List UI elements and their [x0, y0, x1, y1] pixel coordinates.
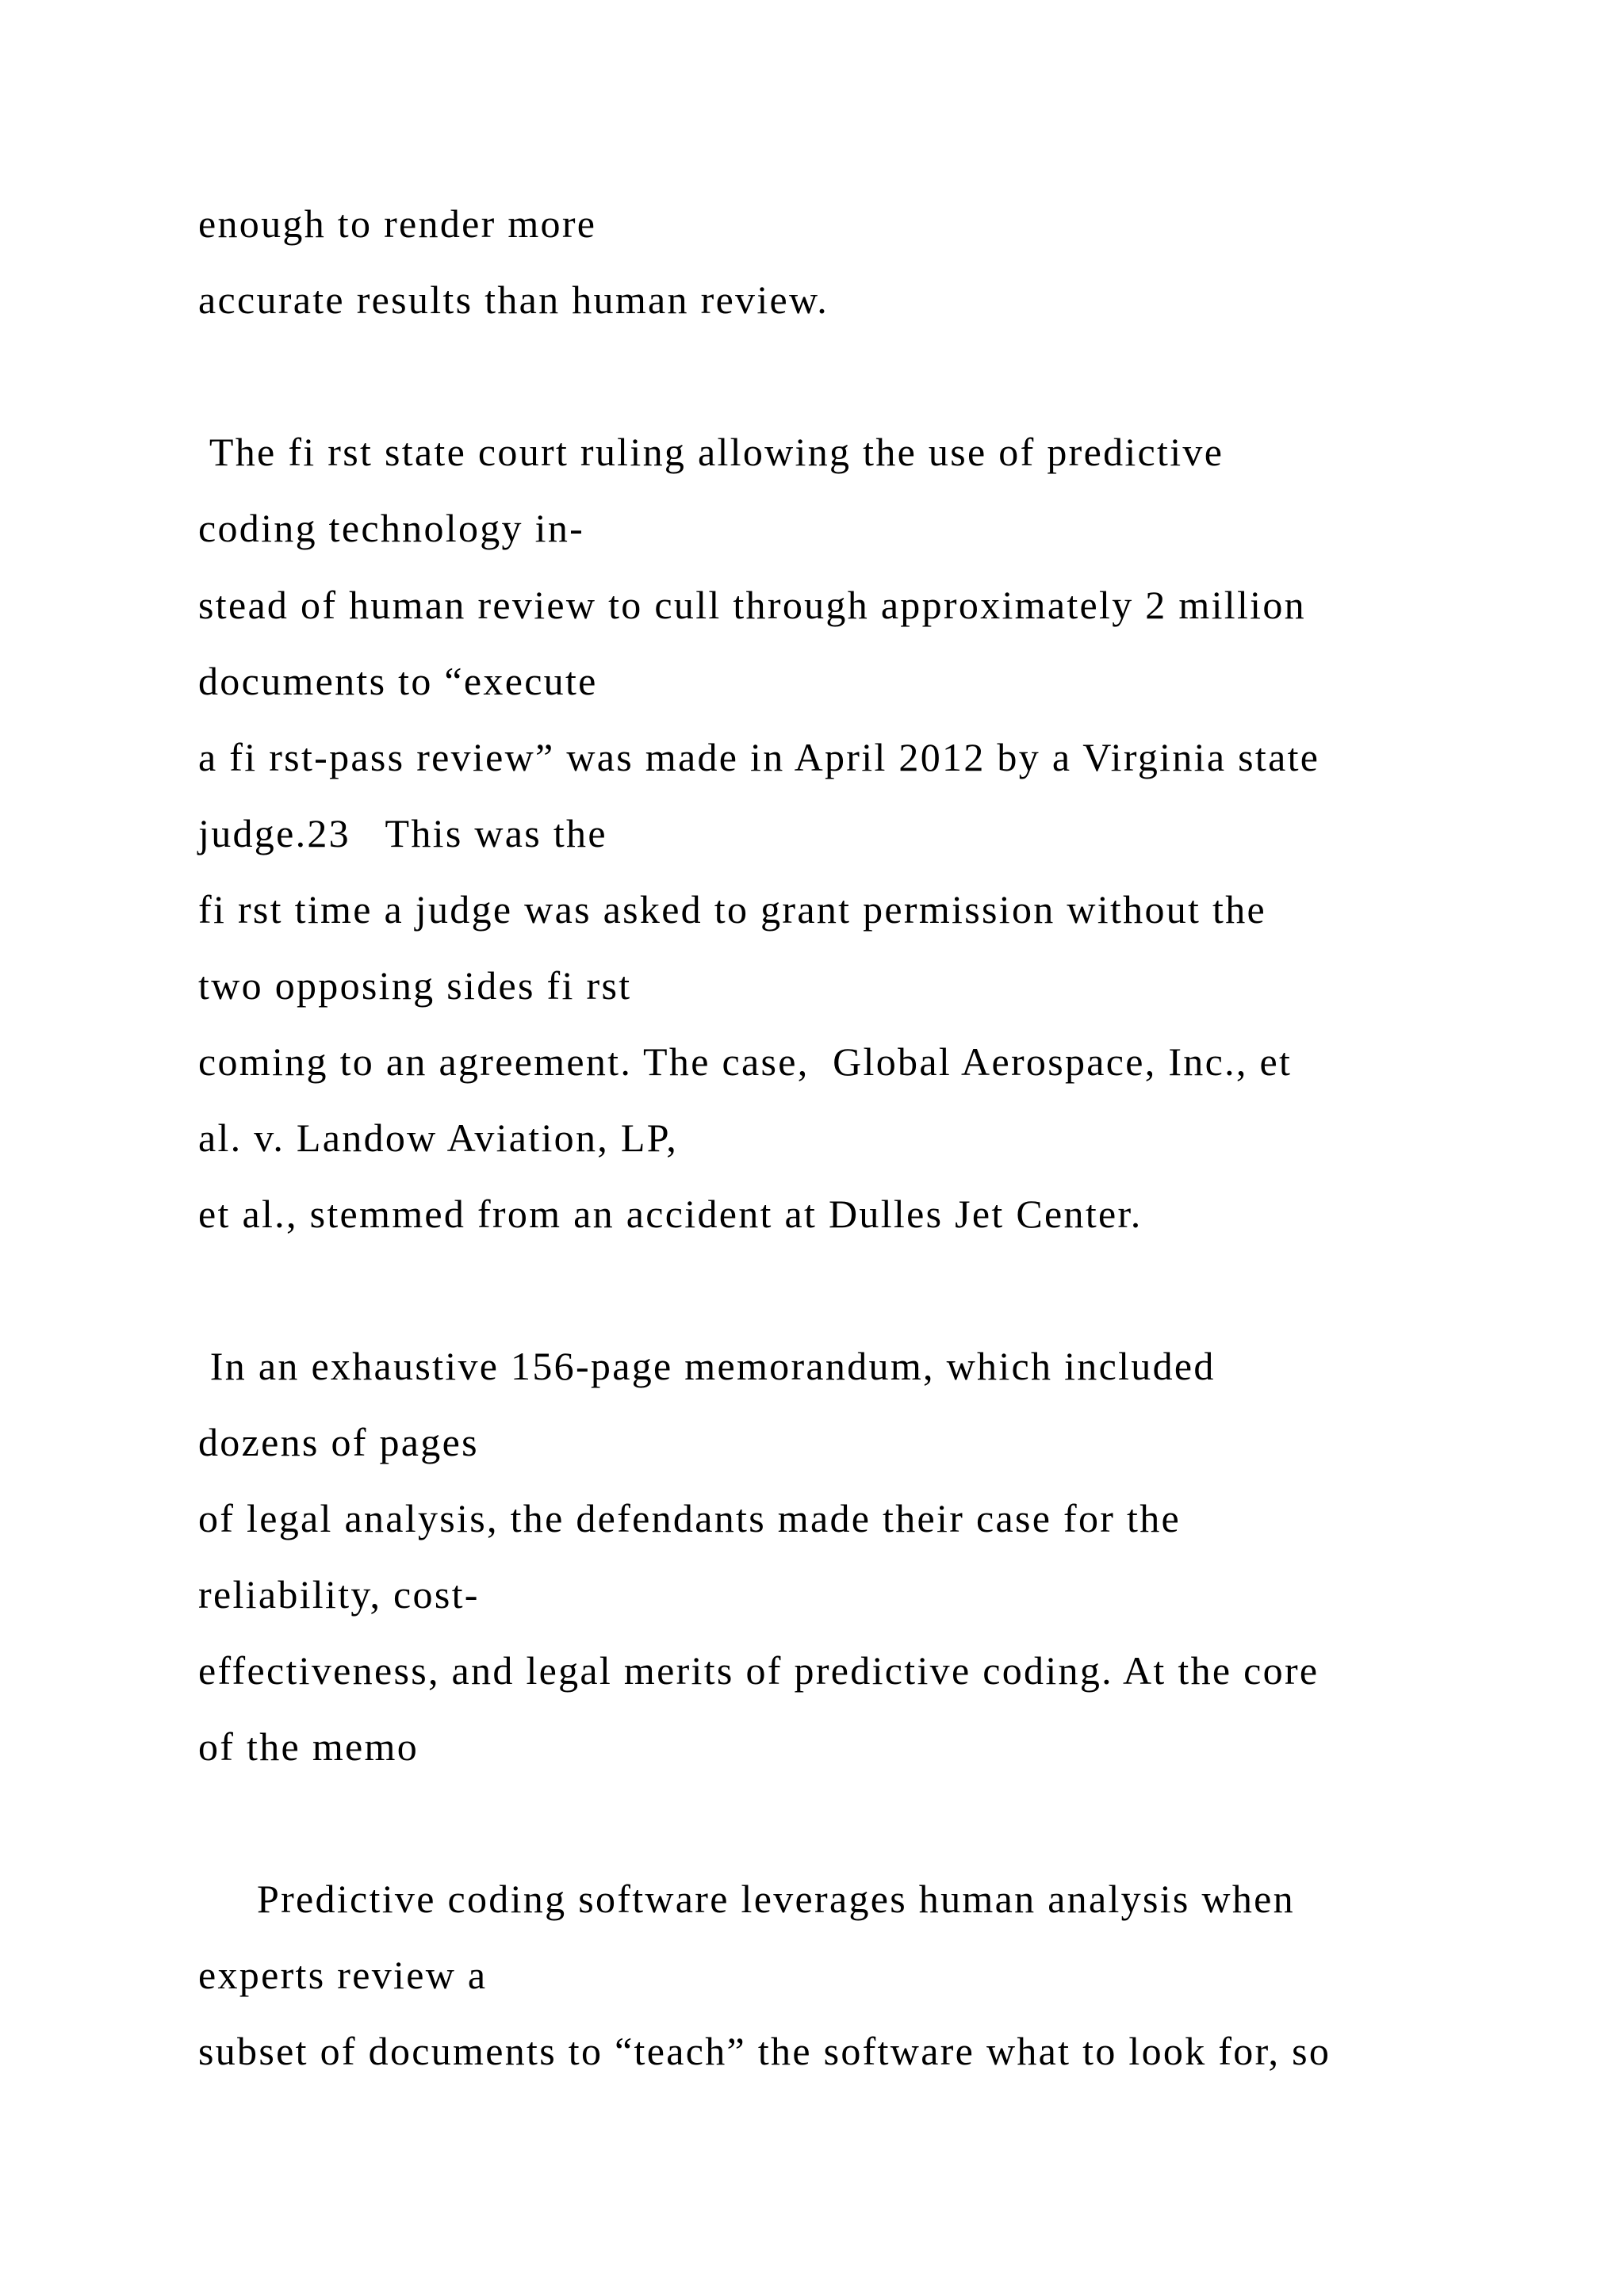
text-line: The fi rst state court ruling allowing the use of predictive — [198, 430, 1224, 474]
text-line: of the memo — [198, 1724, 419, 1769]
text-line: enough to render more — [198, 201, 597, 246]
text-line: stead of human review to cull through approximately 2 million — [198, 583, 1306, 627]
text-line: effectiveness, and legal merits of predictive coding. At the core — [198, 1648, 1320, 1693]
text-line: Predictive coding software leverages human analysis when — [198, 1877, 1295, 1921]
text-line: judge.23 This was the — [198, 811, 607, 855]
text-line: In an exhaustive 156-page memorandum, which included — [198, 1344, 1216, 1388]
text-line: coding technology in- — [198, 506, 585, 550]
text-line: reliability, cost- — [198, 1572, 480, 1617]
text-line: et al., stemmed from an accident at Dulles Jet Center. — [198, 1192, 1143, 1236]
text-line: al. v. Landow Aviation, LP, — [198, 1115, 679, 1160]
text-line: two opposing sides fi rst — [198, 963, 632, 1008]
text-line: a fi rst-pass review” was made in April 2012 by a Virginia state — [198, 735, 1320, 779]
text-line: coming to an agreement. The case, Global Aerospace, Inc., et — [198, 1039, 1293, 1084]
text-line: accurate results than human review. — [198, 277, 829, 322]
text-line: dozens of pages — [198, 1420, 479, 1464]
text-line: fi rst time a judge was asked to grant permission without the — [198, 887, 1267, 932]
text-line: subset of documents to “teach” the software what to look for, so — [198, 2029, 1331, 2073]
text-line: experts review a — [198, 1953, 488, 1997]
text-line: documents to “execute — [198, 659, 598, 703]
text-line: of legal analysis, the defendants made their case for the — [198, 1496, 1181, 1540]
